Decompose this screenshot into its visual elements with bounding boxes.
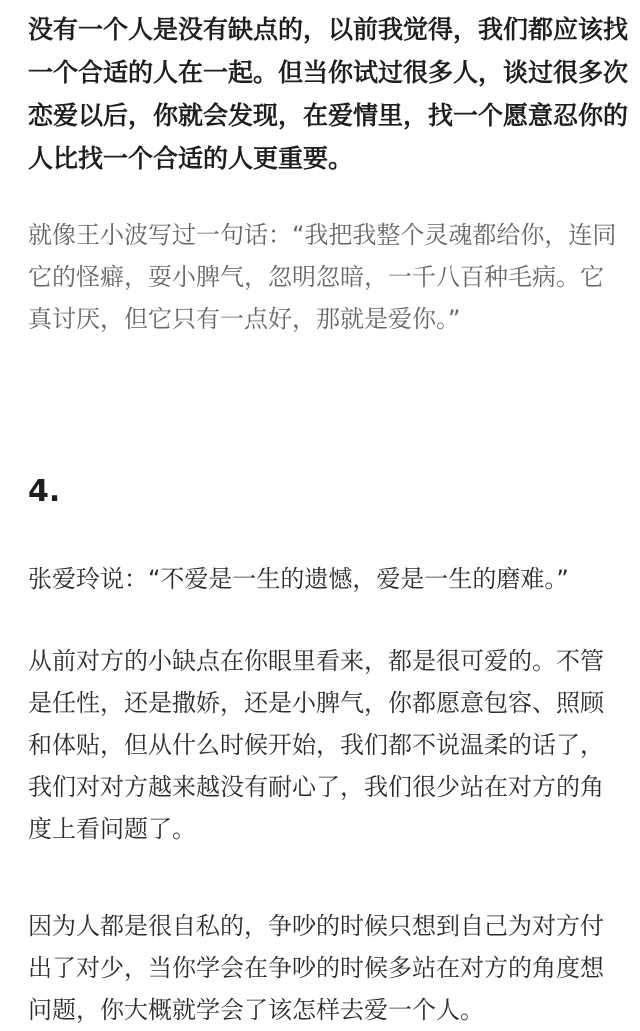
quote-line: 它的怪癖，耍小脾气，忽明忽暗，一千八百种毛病。它 — [28, 263, 604, 291]
paragraph-line: 张爱玲说：“不爱是一生的遗憾，爱是一生的磨难。” — [28, 565, 569, 593]
quote-paragraph — [28, 214, 628, 340]
paragraph-line: 出了对少，当你学会在争吵的时候多站在对方的角度想 — [28, 954, 604, 982]
intro-line: 没有一个人是没有缺点的，以前我觉得，我们都应该找 — [28, 15, 629, 44]
intro-line: 人比找一个合适的人更重要。 — [28, 144, 354, 173]
body-paragraph — [28, 558, 628, 600]
paragraph-line: 我们对对方越来越没有耐心了，我们很少站在对方的角 — [28, 773, 604, 801]
quote-line: 就像王小波写过一句话：“我把我整个灵魂都给你，连同 — [28, 221, 617, 249]
paragraph-line: 因为人都是很自私的，争吵的时候只想到自己为对方付 — [28, 912, 604, 940]
quote-line: 真讨厌，但它只有一点好，那就是爱你。” — [28, 305, 461, 333]
paragraph-line: 和体贴，但从什么时候开始，我们都不说温柔的话了， — [28, 731, 604, 759]
body-paragraph — [28, 905, 628, 1031]
section-number: 4. — [28, 474, 61, 509]
intro-line: 一个合适的人在一起。但当你试过很多人，谈过很多次 — [28, 58, 629, 87]
paragraph-line: 问题，你大概就学会了该怎样去爱一个人。 — [28, 996, 484, 1024]
body-paragraph — [28, 640, 628, 850]
paragraph-line: 从前对方的小缺点在你眼里看来，都是很可爱的。不管 — [28, 647, 604, 675]
paragraph-line: 度上看问题了。 — [28, 815, 196, 843]
paragraph-line: 是任性，还是撒娇，还是小脾气，你都愿意包容、照顾 — [28, 689, 604, 717]
intro-paragraph — [28, 8, 628, 180]
intro-line: 恋爱以后，你就会发现，在爱情里，找一个愿意忍你的 — [28, 101, 629, 130]
